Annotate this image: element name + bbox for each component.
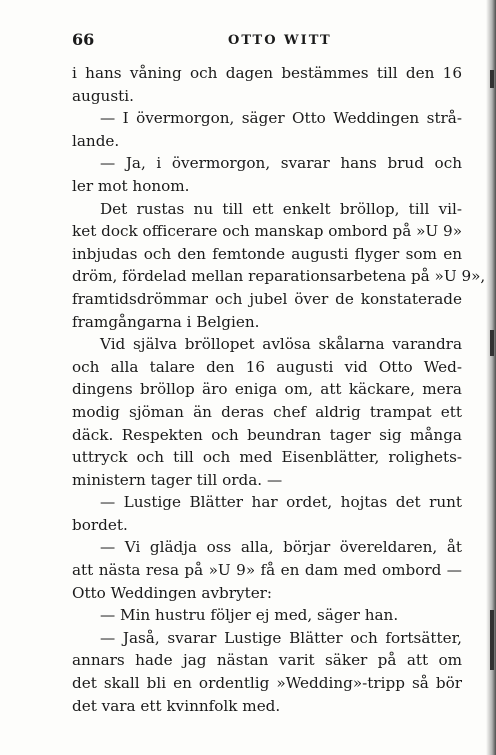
text-line: i hans våning och dagen bestämmes till den 16 [72,64,462,82]
text-line: ket dock officerare och manskap ombord på »U 9» [72,222,462,241]
text-line: däck. Respekten och beundran tager sig många [72,425,462,444]
text-line: — Lustige Blätter har ordet, hojtas det runt [100,493,462,512]
text-line: bordet. [72,515,128,534]
running-title: OTTO WITT [228,33,332,48]
text-line: dingens bröllop äro eniga om, att käckare, mera [72,380,462,399]
text-line: det vara ett kvinnfolk med. [72,696,281,715]
text-line: det skall bli en ordentlig »Wedding»-tripp så bör [72,674,462,693]
text-line: Otto Weddingen avbryter: [72,583,273,602]
page-edge-mark [490,330,494,356]
text-line: modig sjöman än deras chef aldrig trampat ett [72,402,462,421]
page-edge-mark [490,610,494,670]
text-line: och alla talare den 16 augusti vid Otto Wed- [72,357,462,376]
text-line: — I övermorgon, säger Otto Weddingen strå- [100,109,462,128]
text-line: ministern tager till orda. — [72,470,283,489]
text-line: — Vi glädja oss alla, börjar övereldaren, åt [100,538,462,557]
text-line: framtidsdrömmar och jubel över de konstaterade [72,289,462,308]
page-header [72,30,460,52]
text-line: att nästa resa på »U 9» få en dam med ombord — [72,561,462,580]
text-line: dröm, fördelad mellan reparationsarbetena på »U 9», [72,267,486,286]
text-line: uttryck och till och med Eisenblätter, rolighets- [72,448,462,467]
page-edge-mark [490,70,494,88]
text-line: inbjudas och den femtonde augusti flyger som en [72,244,462,263]
text-line: augusti. [72,86,134,105]
text-line: ler mot honom. [72,176,190,195]
text-line: Vid själva bröllopet avlösa skålarna varandra [100,335,462,354]
text-line: annars hade jag nästan varit säker på att om [72,651,462,670]
text-line: Det rustas nu till ett enkelt bröllop, till vil- [100,199,462,218]
text-line: — Ja, i övermorgon, svarar hans brud och [100,154,462,173]
text-line: — Min hustru följer ej med, säger han. [100,606,399,625]
text-line: — Jaså, svarar Lustige Blätter och fortsätter, [100,628,462,647]
text-line: lande. [72,131,120,150]
text-line: framgångarna i Belgien. [72,312,260,331]
page-number: 66 [72,30,95,49]
body-text [72,62,486,717]
